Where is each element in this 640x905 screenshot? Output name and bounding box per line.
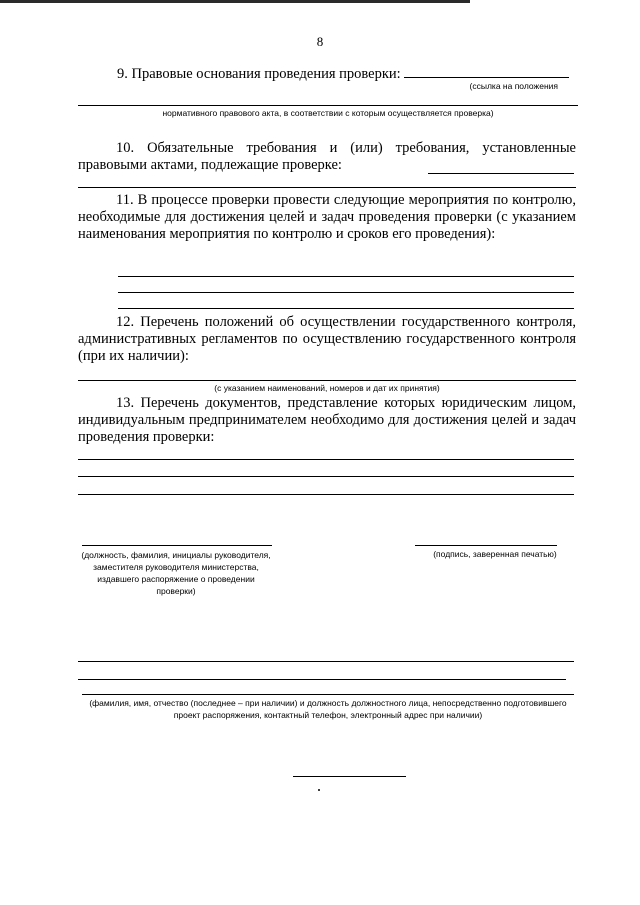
section-12 — [78, 314, 576, 365]
section-9-line — [78, 105, 578, 106]
section-13 — [78, 395, 576, 446]
section-9 — [117, 63, 587, 83]
section-9-note-2: нормативного правового акта, в соответствии с которым осуществляется проверка) — [162, 108, 494, 118]
section-10 — [78, 140, 576, 174]
preparer-line-3 — [82, 694, 574, 695]
preparer-line-2 — [78, 679, 566, 680]
signature-left-caption: (должность, фамилия, инициалы руководителя, заместителя руководителя министерства, издавшего распоряжение о проведении проверки) — [81, 550, 271, 596]
section-11-text: 11. В процессе проверки провести следующие мероприятия по контролю, необходимые для достижения целей и задач проведения проверки (с указанием наименования мероприятия по контролю и сроков его проведения): — [78, 192, 576, 242]
section-13-text: 13. Перечень документов, представление которых юридическим лицом, индивидуальным предпринимателем необходимо для достижения целей и задач проведения проверки: — [78, 395, 576, 445]
section-9-blank — [404, 63, 569, 78]
section-11 — [78, 192, 576, 243]
section-9-note-1: (ссылка на положения — [469, 81, 558, 91]
section-13-line-3 — [78, 494, 574, 495]
section-12-text: 12. Перечень положений об осуществлении государственного контроля, административных регламентов по осуществлению государственного контроля (при их наличии): — [78, 314, 576, 364]
section-10-blank — [428, 173, 574, 174]
section-12-line — [78, 380, 576, 381]
scan-top-edge — [0, 0, 470, 3]
signature-name-line — [82, 545, 272, 546]
section-13-line-2 — [78, 476, 574, 477]
section-11-line-3 — [118, 308, 574, 309]
preparer-line-1 — [78, 661, 574, 662]
page-number: 8 — [316, 34, 324, 49]
section-9-text: 9. Правовые основания проведения проверки: — [117, 66, 401, 82]
section-10-text: 10. Обязательные требования и (или) требования, установленные правовыми актами, подлежащие проверке: — [78, 140, 576, 173]
section-11-line-2 — [118, 292, 574, 293]
section-12-note: (с указанием наименований, номеров и дат их принятия) — [214, 383, 440, 393]
signature-right-caption: (подпись, заверенная печатью) — [433, 549, 557, 559]
preparer-caption: (фамилия, имя, отчество (последнее – при наличии) и должность должностного лица, непосредственно подготовившего проект распоряжения, контактный телефон, электронный адрес при наличии) — [89, 698, 567, 720]
signature-sign-line — [415, 545, 557, 546]
footer-dot — [318, 789, 320, 791]
section-10-line — [78, 187, 576, 188]
footer-rule — [293, 776, 406, 777]
section-11-line-1 — [118, 276, 574, 277]
section-13-line-1 — [78, 459, 574, 460]
